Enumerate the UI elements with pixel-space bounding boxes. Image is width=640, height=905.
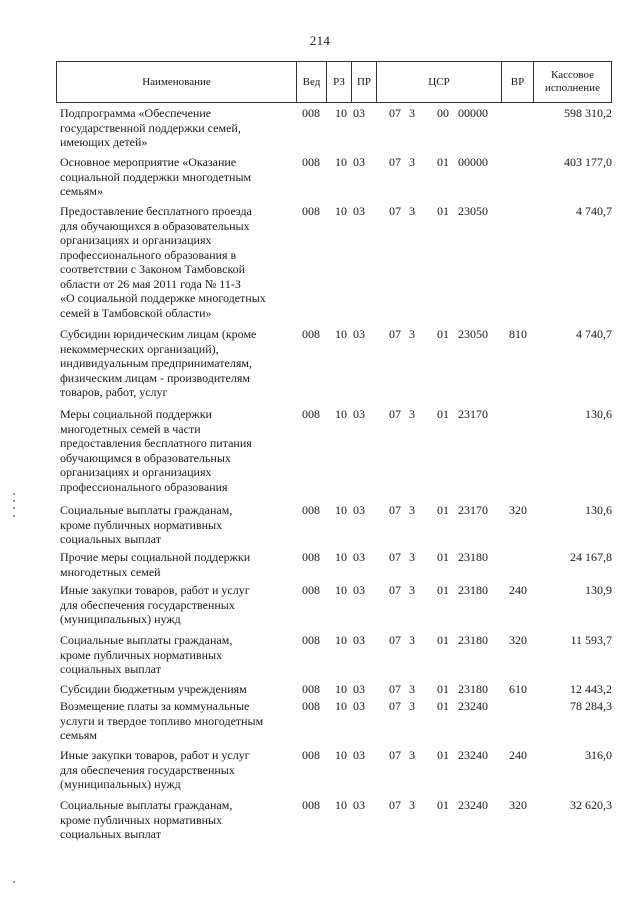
row-csr-direction: 23180 [458, 682, 488, 696]
row-name: Иные закупки товаров, работ и услуг для обеспечения государственных (муниципальных) нужд [60, 748, 250, 791]
row-csr-direction: 23180 [458, 583, 488, 597]
row-name: Иные закупки товаров, работ и услуг для обеспечения государственных (муниципальных) нужд [60, 583, 250, 626]
row-name: Субсидии бюджетным учреждениям [60, 682, 247, 696]
row-csr-program: 07 [389, 748, 401, 762]
row-pr: 03 [353, 106, 365, 120]
row-csr-direction: 23170 [458, 503, 488, 517]
row-amount: 12 443,2 [570, 682, 612, 696]
scan-dot [13, 507, 15, 509]
row-ved: 008 [302, 155, 320, 169]
row-pr: 03 [353, 155, 365, 169]
row-ved: 008 [302, 327, 320, 341]
row-csr-subprogram: 3 [409, 633, 415, 647]
row-csr-direction: 23240 [458, 798, 488, 812]
row-csr-subprogram: 3 [409, 327, 415, 341]
page-number: 214 [309, 33, 331, 48]
row-name: Подпрограмма «Обеспечение государственной поддержки семей, имеющих детей» [60, 106, 241, 149]
row-csr-direction: 23240 [458, 748, 488, 762]
row-rz: 10 [335, 204, 347, 218]
row-pr: 03 [353, 699, 365, 713]
row-pr: 03 [353, 798, 365, 812]
row-rz: 10 [335, 407, 347, 421]
row-csr-event: 01 [437, 748, 449, 762]
row-name: Предоставление бесплатного проезда для обучающихся в образовательных организациях и организациях профессионального образования в соответствии с Законом Тамбовской области от 26 мая 2011 года № 11-З «О социальной поддержке многодетных семей в Тамбовской области» [60, 204, 266, 320]
row-csr-subprogram: 3 [409, 407, 415, 421]
row-pr: 03 [353, 550, 365, 564]
row-csr-event: 01 [437, 583, 449, 597]
row-amount: 130,9 [585, 583, 612, 597]
row-csr-subprogram: 3 [409, 748, 415, 762]
row-amount: 598 310,2 [564, 106, 612, 120]
header-csr: ЦСР [377, 62, 502, 102]
row-ved: 008 [302, 503, 320, 517]
row-vr: 810 [509, 327, 527, 341]
row-csr-event: 01 [437, 407, 449, 421]
row-vr: 240 [509, 748, 527, 762]
row-csr-program: 07 [389, 798, 401, 812]
row-name: Возмещение платы за коммунальные услуги и твердое топливо многодетным семьям [60, 699, 264, 742]
row-csr-program: 07 [389, 155, 401, 169]
row-pr: 03 [353, 583, 365, 597]
header-vr: ВР [502, 62, 534, 102]
row-csr-direction: 23180 [458, 633, 488, 647]
table-header [56, 61, 612, 103]
row-csr-event: 01 [437, 633, 449, 647]
row-csr-subprogram: 3 [409, 503, 415, 517]
row-rz: 10 [335, 503, 347, 517]
row-vr: 320 [509, 633, 527, 647]
header-rz: РЗ [327, 62, 352, 102]
row-csr-subprogram: 3 [409, 204, 415, 218]
row-csr-subprogram: 3 [409, 699, 415, 713]
row-amount: 4 740,7 [576, 204, 612, 218]
row-csr-subprogram: 3 [409, 550, 415, 564]
header-name: Наименование [57, 62, 297, 102]
row-csr-program: 07 [389, 583, 401, 597]
row-rz: 10 [335, 633, 347, 647]
row-ved: 008 [302, 748, 320, 762]
row-name: Социальные выплаты гражданам, кроме публичных нормативных социальных выплат [60, 798, 233, 841]
row-ved: 008 [302, 682, 320, 696]
row-name: Основное мероприятие «Оказание социальной поддержки многодетным семьям» [60, 155, 252, 198]
row-csr-program: 07 [389, 503, 401, 517]
row-ved: 008 [302, 699, 320, 713]
row-csr-direction: 23050 [458, 327, 488, 341]
row-ved: 008 [302, 583, 320, 597]
row-csr-direction: 23180 [458, 550, 488, 564]
row-csr-program: 07 [389, 407, 401, 421]
row-csr-event: 01 [437, 327, 449, 341]
row-csr-program: 07 [389, 106, 401, 120]
row-csr-subprogram: 3 [409, 682, 415, 696]
row-vr: 320 [509, 503, 527, 517]
row-csr-subprogram: 3 [409, 798, 415, 812]
row-amount: 130,6 [585, 503, 612, 517]
budget-table [56, 61, 612, 841]
header-pr: ПР [352, 62, 377, 102]
row-csr-event: 01 [437, 798, 449, 812]
row-rz: 10 [335, 748, 347, 762]
row-csr-event: 01 [437, 503, 449, 517]
row-rz: 10 [335, 550, 347, 564]
row-ved: 008 [302, 106, 320, 120]
row-csr-subprogram: 3 [409, 583, 415, 597]
row-csr-event: 01 [437, 682, 449, 696]
row-amount: 4 740,7 [576, 327, 612, 341]
row-csr-event: 01 [437, 550, 449, 564]
row-csr-event: 01 [437, 699, 449, 713]
row-amount: 24 167,8 [570, 550, 612, 564]
row-pr: 03 [353, 503, 365, 517]
row-csr-event: 01 [437, 204, 449, 218]
row-pr: 03 [353, 327, 365, 341]
row-csr-event: 01 [437, 155, 449, 169]
scan-dot [13, 881, 15, 883]
row-pr: 03 [353, 407, 365, 421]
row-csr-program: 07 [389, 682, 401, 696]
row-csr-program: 07 [389, 633, 401, 647]
row-rz: 10 [335, 798, 347, 812]
row-csr-program: 07 [389, 204, 401, 218]
row-ved: 008 [302, 633, 320, 647]
row-csr-subprogram: 3 [409, 155, 415, 169]
row-ved: 008 [302, 407, 320, 421]
row-pr: 03 [353, 633, 365, 647]
row-amount: 78 284,3 [570, 699, 612, 713]
row-name: Социальные выплаты гражданам, кроме публичных нормативных социальных выплат [60, 633, 233, 676]
row-pr: 03 [353, 682, 365, 696]
row-csr-event: 00 [437, 106, 449, 120]
row-csr-direction: 23240 [458, 699, 488, 713]
scan-dot [13, 493, 15, 495]
scan-dot [13, 500, 15, 502]
row-amount: 130,6 [585, 407, 612, 421]
row-name: Прочие меры социальной поддержки многодетных семей [60, 550, 251, 579]
row-amount: 11 593,7 [570, 633, 612, 647]
row-name: Субсидии юридическим лицам (кроме некоммерческих организаций), индивидуальным предпринимателям, физическим лицам - производителям товаров, работ, услуг [60, 327, 257, 399]
header-ved: Вед [297, 62, 327, 102]
row-vr: 610 [509, 682, 527, 696]
row-name: Меры социальной поддержки многодетных семей в части предоставления бесплатного питания обучающимся в образовательных организациях и организациях профессионального образования [60, 407, 252, 494]
row-rz: 10 [335, 106, 347, 120]
row-pr: 03 [353, 204, 365, 218]
row-amount: 316,0 [585, 748, 612, 762]
row-csr-direction: 00000 [458, 155, 488, 169]
row-ved: 008 [302, 798, 320, 812]
row-csr-direction: 23170 [458, 407, 488, 421]
row-rz: 10 [335, 327, 347, 341]
row-ved: 008 [302, 204, 320, 218]
row-rz: 10 [335, 583, 347, 597]
row-csr-program: 07 [389, 699, 401, 713]
row-name: Социальные выплаты гражданам, кроме публичных нормативных социальных выплат [60, 503, 233, 546]
row-csr-subprogram: 3 [409, 106, 415, 120]
header-amount: Кассовое исполнение [545, 69, 600, 94]
row-pr: 03 [353, 748, 365, 762]
row-csr-direction: 23050 [458, 204, 488, 218]
row-vr: 240 [509, 583, 527, 597]
row-amount: 32 620,3 [570, 798, 612, 812]
row-csr-program: 07 [389, 327, 401, 341]
row-rz: 10 [335, 155, 347, 169]
row-csr-program: 07 [389, 550, 401, 564]
row-ved: 008 [302, 550, 320, 564]
row-csr-direction: 00000 [458, 106, 488, 120]
row-rz: 10 [335, 699, 347, 713]
row-amount: 403 177,0 [564, 155, 612, 169]
scan-dot [13, 515, 15, 517]
row-vr: 320 [509, 798, 527, 812]
row-rz: 10 [335, 682, 347, 696]
